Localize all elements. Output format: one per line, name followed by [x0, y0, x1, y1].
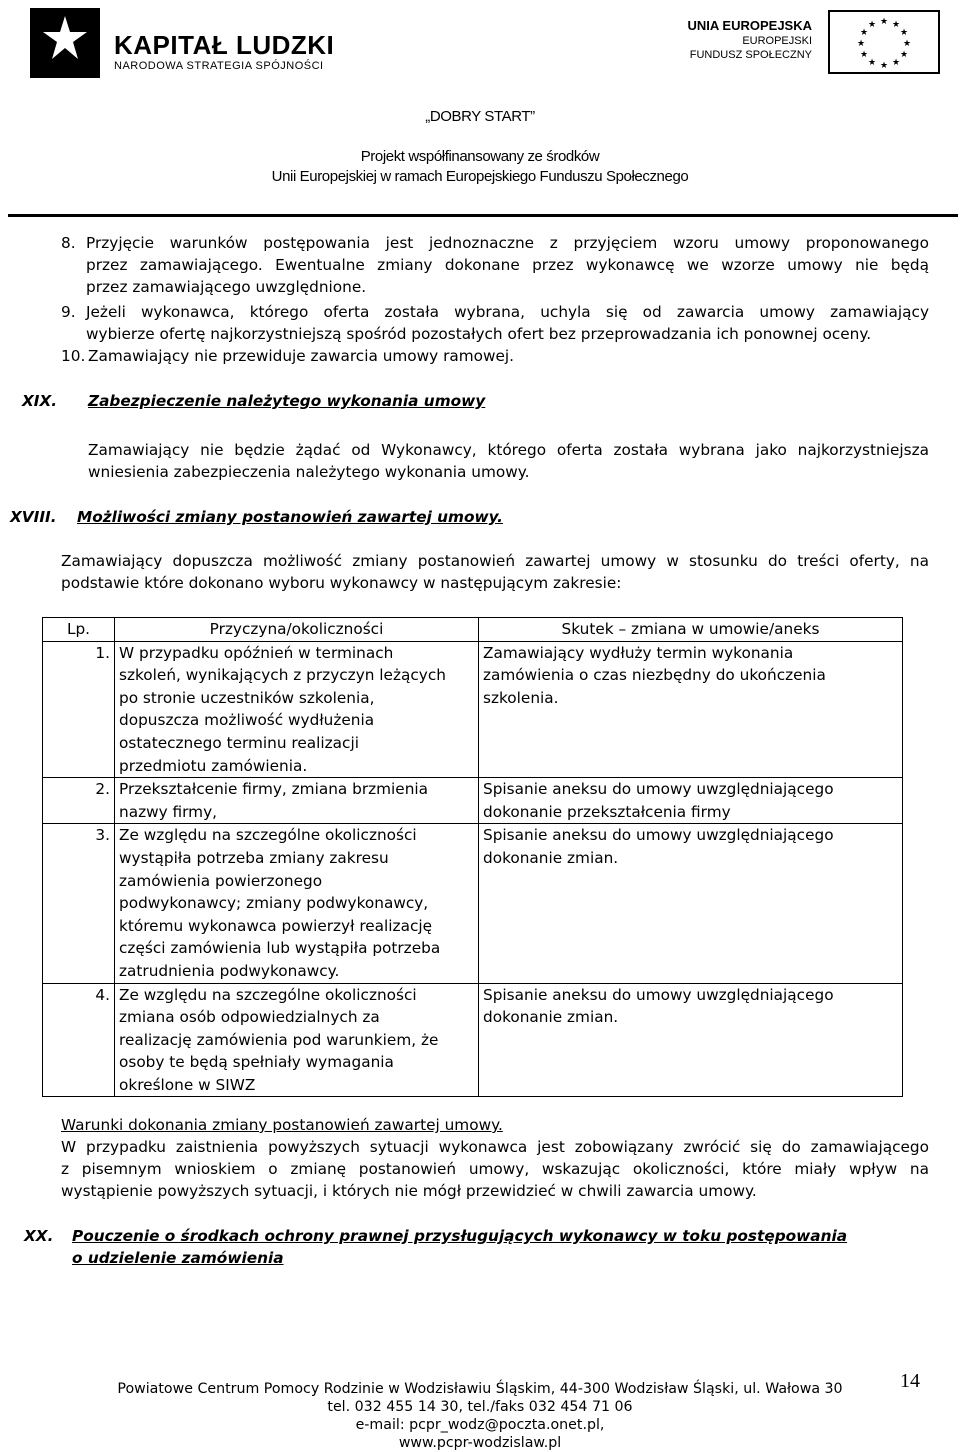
svg-text:★: ★ — [867, 20, 877, 30]
section-xviii-number: XVIII. — [10, 508, 57, 526]
footer-email: e-mail: pcpr_wodz@poczta.onet.pl, — [355, 1417, 605, 1433]
logo-left-subtitle: NARODOWA STRATEGIA SPÓJNOŚCI — [114, 60, 324, 72]
cause-line: realizację zamówienia pod warunkiem, że — [119, 1030, 439, 1049]
cause-line: W przypadku opóźnień w terminach — [119, 643, 394, 662]
effect-line: szkolenia. — [483, 688, 559, 707]
amendments-table — [42, 617, 903, 1097]
section-xx-title-1: Pouczenie o środkach ochrony prawnej przysługujących wykonawcy w toku postępowania — [72, 1227, 848, 1245]
svg-text:★: ★ — [879, 17, 889, 27]
table-header-row — [43, 618, 903, 642]
table-cell-effect — [479, 983, 903, 1097]
item-9-line-1: Jeżeli wykonawca, którego oferta została wybrana, uchyla się od zawarcia umowy zamawiający — [86, 303, 929, 321]
effect-line: dokonanie zmian. — [483, 848, 619, 867]
eu-label-2: EUROPEJSKI — [742, 35, 812, 47]
conditions-line-1: W przypadku zaistnienia powyższych sytuacji wykonawca jest zobowiązany zwrócić się do zamawiającego — [61, 1138, 929, 1156]
table-cell-effect — [479, 641, 903, 778]
svg-text:★: ★ — [856, 39, 866, 49]
section-xviii-line-2: podstawie które dokonano wyboru wykonawcy w następującym zakresie: — [61, 574, 622, 592]
section-xx-number: XX. — [24, 1227, 54, 1245]
cause-line: zatrudnienia podwykonawcy. — [119, 961, 340, 980]
svg-text:★: ★ — [879, 61, 889, 71]
kapital-ludzki-emblem-icon — [30, 8, 100, 78]
table-cell-lp: 2. — [43, 778, 115, 824]
cause-line: podwykonawcy; zmiany podwykonawcy, — [119, 894, 429, 913]
cause-line: określone w SIWZ — [119, 1075, 256, 1094]
kapital-ludzki-logo — [30, 8, 335, 78]
item-10-number: 10. — [61, 347, 86, 365]
project-subtitle-2: Unii Europejskiej w ramach Europejskiego Funduszu Społecznego — [271, 168, 689, 185]
svg-text:★: ★ — [891, 58, 901, 68]
table-row — [43, 778, 903, 824]
effect-line: Spisanie aneksu do umowy uwzględniającego — [483, 826, 834, 845]
section-xix-number: XIX. — [22, 392, 58, 410]
footer-website: www.pcpr-wodzislaw.pl — [398, 1435, 562, 1451]
cause-line: zmiana osób odpowiedzialnych za — [119, 1008, 380, 1027]
effect-line: dokonanie przekształcenia firmy — [483, 802, 731, 821]
cause-line: Ze względu na szczególne okoliczności — [119, 985, 417, 1004]
cause-line: szkoleń, wynikających z przyczyn leżących — [119, 666, 446, 685]
effect-line: Spisanie aneksu do umowy uwzględniającego — [483, 985, 834, 1004]
svg-text:★: ★ — [902, 39, 912, 49]
header-divider — [8, 214, 958, 217]
eu-logo — [687, 10, 940, 75]
table-cell-cause — [115, 778, 479, 824]
cause-line: ostatecznego terminu realizacji — [119, 733, 359, 752]
item-10-line-1: Zamawiający nie przewiduje zawarcia umowy ramowej. — [88, 347, 515, 365]
cause-line: dopuszcza możliwość wydłużenia — [119, 711, 375, 730]
svg-text:★: ★ — [899, 50, 909, 60]
svg-text:★: ★ — [867, 58, 877, 68]
logo-left-title: KAPITAŁ LUDZKI — [114, 30, 335, 60]
item-9-number: 9. — [61, 303, 76, 321]
section-xviii-line-1: Zamawiający dopuszcza możliwość zmiany postanowień zawartej umowy w stosunku do treści oferty, na — [61, 552, 929, 570]
table-cell-cause — [115, 641, 479, 778]
item-8-line-1: Przyjęcie warunków postępowania jest jednoznaczne z przyjęciem wzoru umowy proponowanego — [86, 234, 929, 252]
eu-flag-icon — [828, 10, 940, 74]
cause-line: któremu wykonawca powierzył realizację — [119, 916, 433, 935]
project-subtitle-1: Projekt współfinansowany ze środków — [360, 148, 600, 165]
project-title: „DOBRY START” — [425, 108, 535, 125]
effect-line: zamówienia o czas niezbędny do ukończenia — [483, 666, 826, 685]
effect-line: Zamawiający wydłuży termin wykonania — [483, 643, 794, 662]
table-header-lp: Lp. — [43, 618, 115, 642]
effect-line: dokonanie zmian. — [483, 1008, 619, 1027]
cause-line: osoby te będą spełniały wymagania — [119, 1053, 394, 1072]
item-8-number: 8. — [61, 234, 76, 252]
cause-line: części zamówienia lub wystąpiła potrzeba — [119, 939, 441, 958]
table-cell-cause — [115, 983, 479, 1097]
conditions-line-3: wystąpienie powyższych sytuacji, i których nie mógł przewidzieć w chwili zawarcia umowy. — [61, 1182, 757, 1200]
svg-text:★: ★ — [859, 28, 869, 38]
cause-line: przedmiotu zamówienia. — [119, 756, 308, 775]
section-xviii-title: Możliwości zmiany postanowień zawartej umowy. — [77, 508, 503, 526]
eu-label-3: FUNDUSZ SPOŁECZNY — [689, 49, 812, 61]
footer-address: Powiatowe Centrum Pomocy Rodzinie w Wodzisławiu Śląskim, 44-300 Wodzisław Śląski, ul. Wałowa 30 — [117, 1381, 843, 1397]
conditions-heading: Warunki dokonania zmiany postanowień zawartej umowy. — [61, 1116, 503, 1134]
item-8-line-2: przez zamawiającego. Ewentualne zmiany dokonane przez wykonawcę we wzorze umowy nie będą — [86, 256, 929, 274]
svg-text:★: ★ — [899, 28, 909, 38]
svg-text:★: ★ — [891, 20, 901, 30]
footer-phone: tel. 032 455 14 30, tel./faks 032 454 71 06 — [327, 1399, 633, 1415]
table-row — [43, 983, 903, 1097]
section-xx-title-2: o udzielenie zamówienia — [72, 1249, 284, 1267]
page-number: 14 — [900, 1370, 920, 1392]
table-cell-lp: 1. — [43, 641, 115, 778]
table-cell-lp: 3. — [43, 824, 115, 983]
conditions-line-2: z pisemnym wnioskiem o zmianę postanowień umowy, wskazując okoliczności, które miały wpływ na — [61, 1160, 929, 1178]
table-cell-effect — [479, 824, 903, 983]
cause-line: wystąpiła potrzeba zmiany zakresu — [119, 848, 389, 867]
cause-line: Przekształcenie firmy, zmiana brzmienia — [119, 780, 429, 799]
cause-line: po stronie uczestników szkolenia, — [119, 688, 375, 707]
cause-line: zamówienia powierzonego — [119, 871, 323, 890]
table-row — [43, 641, 903, 778]
table-header-effect: Skutek – zmiana w umowie/aneks — [479, 618, 903, 642]
section-xix-line-1: Zamawiający nie będzie żądać od Wykonawcy, którego oferta została wybrana jako najkorzystniejsza — [88, 441, 929, 459]
cause-line: nazwy firmy, — [119, 802, 217, 821]
effect-line: Spisanie aneksu do umowy uwzględniającego — [483, 780, 834, 799]
item-9-line-2: wybierze ofertę najkorzystniejszą spośród pozostałych ofert bez przeprowadzania ich ponownej oceny. — [86, 325, 872, 343]
section-xix-line-2: wniesienia zabezpieczenia należytego wykonania umowy. — [88, 463, 530, 481]
table-cell-lp: 4. — [43, 983, 115, 1097]
table-header-cause: Przyczyna/okoliczności — [115, 618, 479, 642]
table-row — [43, 824, 903, 983]
section-xix-title: Zabezpieczenie należytego wykonania umowy — [88, 392, 486, 410]
eu-label-1: UNIA EUROPEJSKA — [687, 18, 812, 33]
cause-line: Ze względu na szczególne okoliczności — [119, 826, 417, 845]
item-8-line-3: przez zamawiającego uwzględnione. — [86, 278, 367, 296]
svg-text:★: ★ — [859, 50, 869, 60]
table-cell-effect — [479, 778, 903, 824]
table-cell-cause — [115, 824, 479, 983]
